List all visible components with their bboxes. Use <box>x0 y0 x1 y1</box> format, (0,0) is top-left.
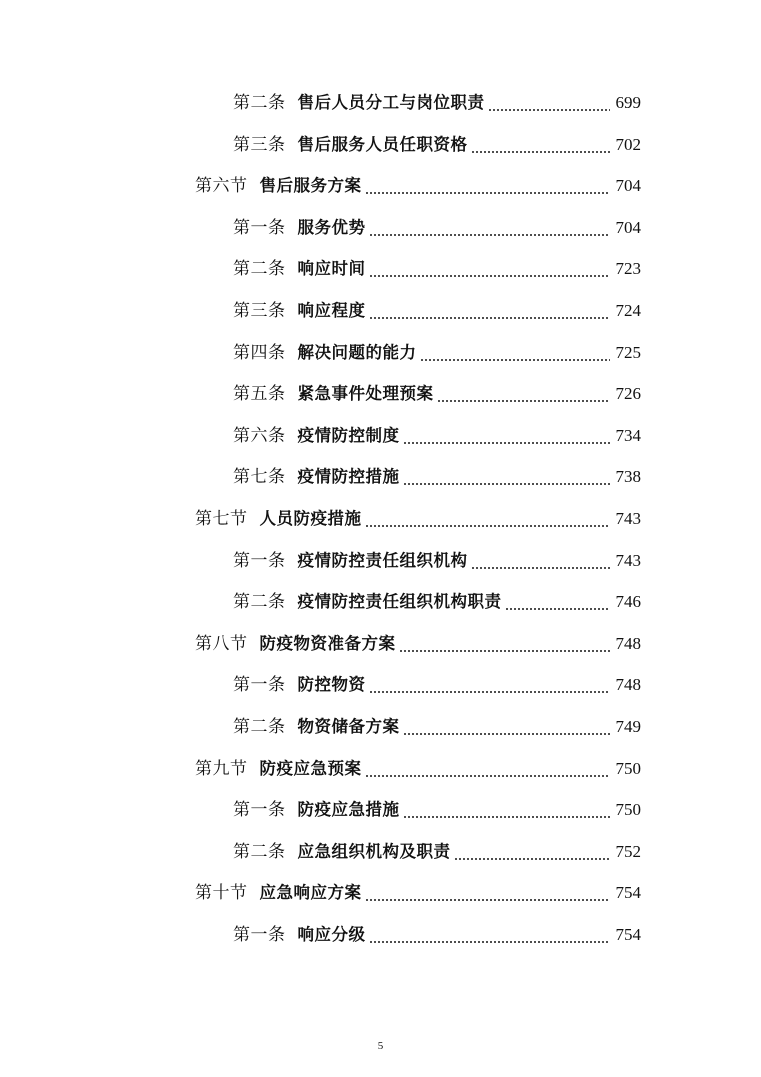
toc-entry-title: 应急组织机构及职责 <box>297 841 451 861</box>
toc-dot-leader <box>454 837 611 867</box>
toc-entry[interactable] <box>233 88 641 118</box>
toc-entry-title: 物资储备方案 <box>297 717 400 736</box>
toc-entry[interactable] <box>233 795 641 825</box>
toc-dot-leader <box>369 920 611 950</box>
toc-entry-number: 第二条 <box>233 592 286 613</box>
page-number: 5 <box>377 1040 384 1052</box>
toc-entry-number: 第二条 <box>233 259 286 280</box>
toc-dot-leader <box>505 587 611 617</box>
toc-entry-title: 售后人员分工与岗位职责 <box>297 93 485 112</box>
toc-entry[interactable] <box>233 546 641 576</box>
toc-entry-number: 第三条 <box>233 301 286 321</box>
toc-entry-title: 疫情防控制度 <box>297 425 400 445</box>
toc-entry-title: 应急响应方案 <box>259 883 362 903</box>
toc-dot-leader <box>403 795 611 825</box>
toc-entry-page: 702 <box>615 134 641 154</box>
toc-entry[interactable] <box>233 920 641 950</box>
toc-dot-leader <box>365 878 611 908</box>
toc-entry[interactable] <box>195 754 641 784</box>
toc-entry[interactable] <box>233 254 641 284</box>
toc-entry-number: 第二条 <box>233 93 286 113</box>
toc-entry-title: 防疫物资准备方案 <box>259 633 396 653</box>
toc-entry-page: 748 <box>615 633 641 653</box>
toc-entry-page: 704 <box>615 217 641 237</box>
toc-entry-title: 响应时间 <box>297 259 366 279</box>
toc-dot-leader <box>365 504 611 534</box>
toc-entry[interactable] <box>195 504 641 534</box>
toc-entry[interactable] <box>233 837 641 867</box>
toc-entry[interactable] <box>233 213 641 243</box>
toc-entry[interactable] <box>233 379 641 409</box>
toc-entry-title: 疫情防控责任组织机构 <box>297 550 468 570</box>
toc-entry[interactable] <box>233 670 641 700</box>
toc-entry-number: 第十节 <box>195 883 248 904</box>
toc-dot-leader <box>420 338 611 368</box>
toc-entry-title: 响应程度 <box>297 301 366 320</box>
toc-dot-leader <box>403 462 611 492</box>
toc-entry-page: 726 <box>615 384 641 404</box>
toc-entry-number: 第一条 <box>233 217 286 238</box>
toc-entry-title: 解决问题的能力 <box>297 342 417 362</box>
toc-entry-page: 724 <box>615 301 641 320</box>
toc-entry-number: 第七条 <box>233 467 286 488</box>
toc-entry-page: 738 <box>615 467 641 487</box>
toc-entry-title: 防疫应急措施 <box>297 800 400 820</box>
toc-dot-leader <box>471 130 611 160</box>
toc-entry-page: 750 <box>615 758 641 778</box>
toc-entry-page: 725 <box>615 342 641 362</box>
toc-entry-page: 754 <box>615 925 641 944</box>
toc-entry-number: 第四条 <box>233 342 286 363</box>
toc-entry-number: 第一条 <box>233 675 286 696</box>
toc-entry[interactable] <box>233 712 641 742</box>
toc-entry-number: 第二条 <box>233 717 286 737</box>
toc-entry[interactable] <box>195 171 641 201</box>
toc-dot-leader <box>369 254 611 284</box>
toc-entry-number: 第一条 <box>233 925 286 945</box>
toc-dot-leader <box>369 296 611 326</box>
toc-dot-leader <box>365 171 611 201</box>
toc-entry-number: 第一条 <box>233 800 286 821</box>
toc-entry-number: 第九节 <box>195 758 248 779</box>
toc-entry-page: 750 <box>615 800 641 820</box>
toc-entry-title: 防控物资 <box>297 675 366 695</box>
toc-dot-leader <box>369 213 611 243</box>
toc-entry-page: 754 <box>615 883 641 903</box>
toc-entry[interactable] <box>233 338 641 368</box>
toc-entry-page: 752 <box>615 841 641 861</box>
toc-dot-leader <box>365 754 611 784</box>
toc-entry-title: 服务优势 <box>297 217 366 237</box>
toc-entry-page: 734 <box>615 425 641 445</box>
toc-entry-title: 紧急事件处理预案 <box>297 384 434 404</box>
toc-entry-number: 第五条 <box>233 384 286 405</box>
toc-entry-number: 第八节 <box>195 633 248 654</box>
toc-entry[interactable] <box>233 296 641 326</box>
toc-entry-title: 响应分级 <box>297 925 366 944</box>
toc-entry[interactable] <box>233 587 641 617</box>
toc-entry-number: 第三条 <box>233 134 286 155</box>
toc-dot-leader <box>437 379 611 409</box>
toc-entry-number: 第六条 <box>233 425 286 446</box>
toc-entry-number: 第二条 <box>233 841 286 862</box>
toc-entry-page: 699 <box>615 93 641 112</box>
toc-entry[interactable] <box>233 130 641 160</box>
toc-entry[interactable] <box>233 421 641 451</box>
toc-dot-leader <box>471 546 611 576</box>
toc-dot-leader <box>488 88 611 118</box>
toc-dot-leader <box>403 421 611 451</box>
toc-dot-leader <box>369 670 611 700</box>
toc-entry-title: 人员防疫措施 <box>259 509 362 528</box>
toc-entry-title: 防疫应急预案 <box>259 758 362 778</box>
toc-entry-number: 第七节 <box>195 509 248 529</box>
toc-entry-title: 售后服务人员任职资格 <box>297 134 468 154</box>
toc-entry-number: 第一条 <box>233 550 286 571</box>
toc-entry-title: 疫情防控责任组织机构职责 <box>297 592 502 612</box>
toc-entry-page: 749 <box>615 717 641 736</box>
toc-entry-page: 704 <box>615 176 641 196</box>
toc-dot-leader <box>399 629 611 659</box>
toc-entry[interactable] <box>195 878 641 908</box>
toc-dot-leader <box>403 712 611 742</box>
toc-entry-page: 743 <box>615 550 641 570</box>
toc-entry-page: 746 <box>615 592 641 612</box>
toc-entry-title: 疫情防控措施 <box>297 467 400 487</box>
toc-entry-title: 售后服务方案 <box>259 176 362 196</box>
toc-entry[interactable] <box>233 462 641 492</box>
toc-entry[interactable] <box>195 629 641 659</box>
toc-entry-page: 723 <box>615 259 641 279</box>
toc-entry-number: 第六节 <box>195 176 248 197</box>
toc-entry-page: 743 <box>615 509 641 528</box>
toc-entry-page: 748 <box>615 675 641 695</box>
